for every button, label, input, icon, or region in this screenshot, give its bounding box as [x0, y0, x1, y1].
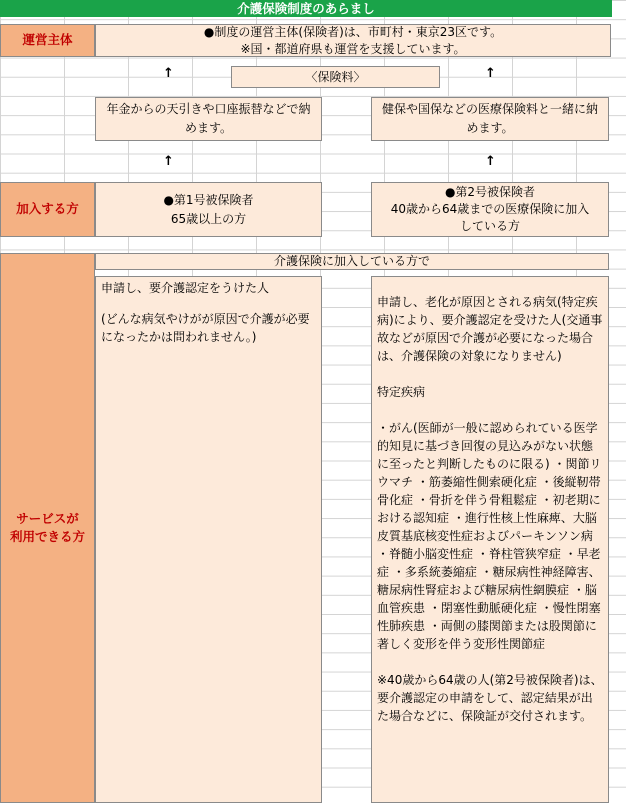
second-insured-box	[371, 182, 609, 237]
first-insured-name: ●第1号被保険者	[163, 192, 254, 207]
operator-line-1: ●制度の運営主体(保険者)は、市町村・東京23区です。	[203, 25, 503, 40]
label-service: サービスが 利用できる方	[0, 253, 95, 803]
label-enroll: 加入する方	[0, 182, 95, 237]
service-first-note: (どんな病気やけがが原因で介護が必要になったかは問われません。)	[101, 311, 310, 345]
first-insured-desc: 65歳以上の方	[170, 211, 247, 226]
specific-disease-heading: 特定疾病	[377, 385, 426, 399]
service-eligible-first	[95, 276, 322, 803]
specific-disease-list: ・がん(医師が一般に認められている医学的知見に基づき回復の見込みがない状態に至ったと判断したものに限る) ・関節リウマチ ・筋萎縮性側索硬化症 ・後縦靭帯骨化症 ・骨折を伴う骨粗鬆症 ・初老期における認知症 ・進行性核上性麻痺、大脳皮質基底核変性症およびパーキンソン病 ・脊髄小脳変性症 ・脊柱管狭窄症 ・早老症 ・多系統萎縮症 ・糖尿病性神経障害、糖尿病性腎症および糖尿病性網膜症 ・脳血管疾患 ・閉塞性動脈硬化症 ・慢性閉塞性肺疾患 ・両側の膝関節または股関節に著しく変形を伴う変形性関節症	[377, 421, 602, 651]
arrow-up-icon: ↑	[163, 154, 174, 169]
second-insured-name: ●第2号被保険者	[444, 185, 536, 200]
insurance-card-note: ※40歳から64歳の人(第2号被保険者)は、要介護認定の申請をして、認定結果が出た場合などに、保険証が交付されます。	[377, 673, 603, 723]
service-second-text: 申請し、老化が原因とされる病気(特定疾病)により、要介護認定を受けた人(交通事故などが原因で介護が必要になった場合は、介護保険の対象になりません)	[377, 295, 603, 363]
service-first-text: 申請し、要介護認定をうけた人	[101, 281, 270, 295]
label-operator: 運営主体	[0, 24, 95, 57]
enrolled-header: 介護保険に加入している方で	[95, 253, 609, 270]
operator-line-2: ※国・都道府県も運営を支援しています。	[240, 41, 466, 56]
payment-method-first: 年金からの天引きや口座振替などで納めます。	[95, 97, 322, 141]
arrow-up-icon: ↑	[485, 66, 496, 81]
premium-label: 〈保険料〉	[231, 66, 440, 88]
second-insured-desc: 40歳から64歳までの医療保険に加入している方	[390, 202, 590, 233]
arrow-up-icon: ↑	[163, 66, 174, 81]
payment-method-second: 健保や国保などの医療保険料と一緒に納めます。	[371, 97, 609, 141]
arrow-up-icon: ↑	[485, 154, 496, 169]
page-title: 介護保険制度のあらまし	[0, 0, 612, 17]
service-eligible-second	[371, 276, 609, 803]
operator-description	[95, 24, 611, 57]
first-insured-box	[95, 182, 322, 237]
